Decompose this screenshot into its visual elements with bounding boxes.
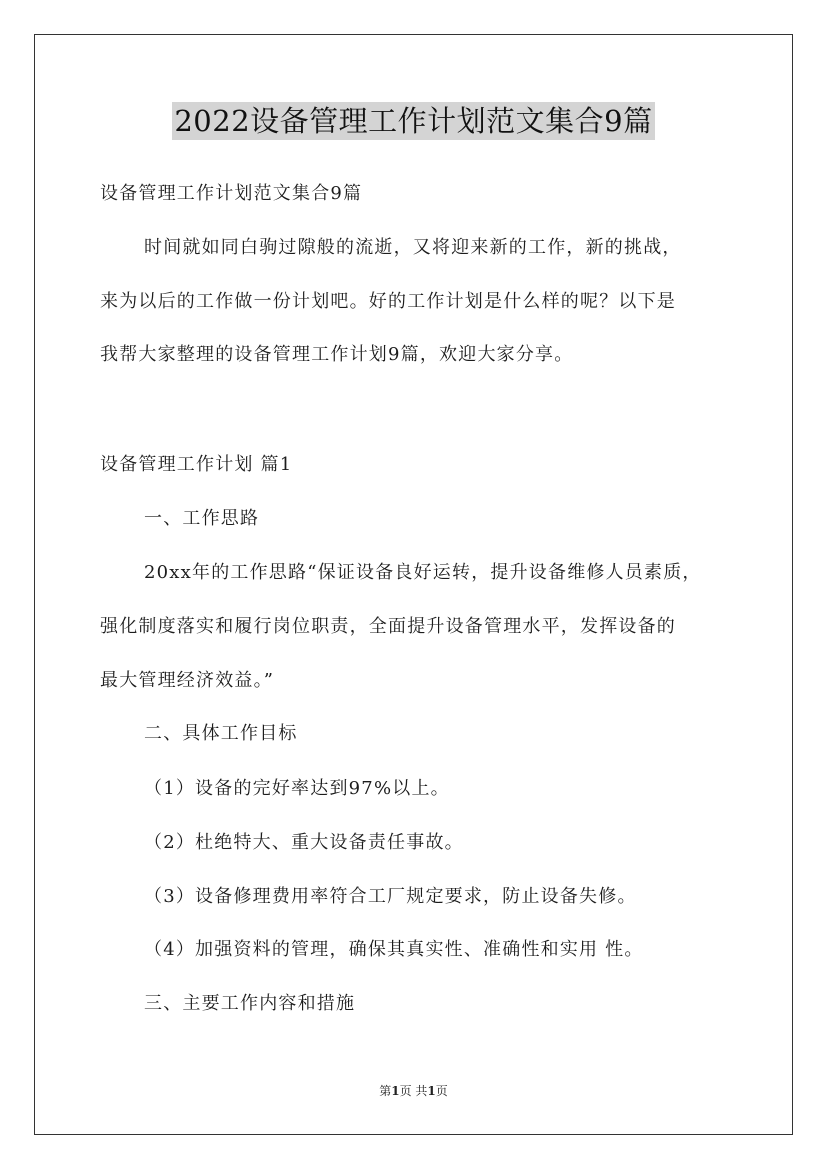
goal-item-2: （2）杜绝特大、重大设备责任事故。 xyxy=(144,832,464,853)
goal-item-4: （4）加强资料的管理，确保其真实性、准确性和实用 性。 xyxy=(144,939,644,960)
page-footer xyxy=(0,1083,827,1099)
intro-line-2: 来为以后的工作做一份计划吧。好的工作计划是什么样的呢？以下是 xyxy=(100,291,676,312)
part1-heading: 一、工作思路 xyxy=(144,508,260,529)
document-title: 2022设备管理工作计划范文集合9篇 xyxy=(174,104,653,138)
intro-line-1: 时间就如同白驹过隙般的流逝，又将迎来新的工作，新的挑战， xyxy=(144,237,682,258)
title-container xyxy=(0,102,827,140)
footer-page-total: 1 xyxy=(427,1084,436,1098)
goal-item-3: （3）设备修理费用率符合工厂规定要求，防止设备失修。 xyxy=(144,886,637,907)
intro-line-3: 我帮大家整理的设备管理工作计划9篇，欢迎大家分享。 xyxy=(100,344,574,365)
footer-prefix: 第 xyxy=(379,1084,392,1098)
footer-suffix: 页 xyxy=(435,1084,448,1098)
part1-body-line-1: 20xx年的工作思路“保证设备良好运转，提升设备维修人员素质， xyxy=(144,562,702,583)
footer-page-current: 1 xyxy=(391,1084,400,1098)
part3-heading: 三、主要工作内容和措施 xyxy=(144,993,356,1014)
footer-mid: 页 共 xyxy=(399,1084,428,1098)
section-heading: 设备管理工作计划 篇1 xyxy=(100,454,293,475)
part1-body-line-2: 强化制度落实和履行岗位职责，全面提升设备管理水平，发挥设备的 xyxy=(100,616,676,637)
part1-body-line-3: 最大管理经济效益。” xyxy=(100,670,275,691)
document-subtitle: 设备管理工作计划范文集合9篇 xyxy=(100,183,363,204)
part2-heading: 二、具体工作目标 xyxy=(144,723,298,744)
goal-item-1: （1）设备的完好率达到97%以上。 xyxy=(144,778,450,799)
